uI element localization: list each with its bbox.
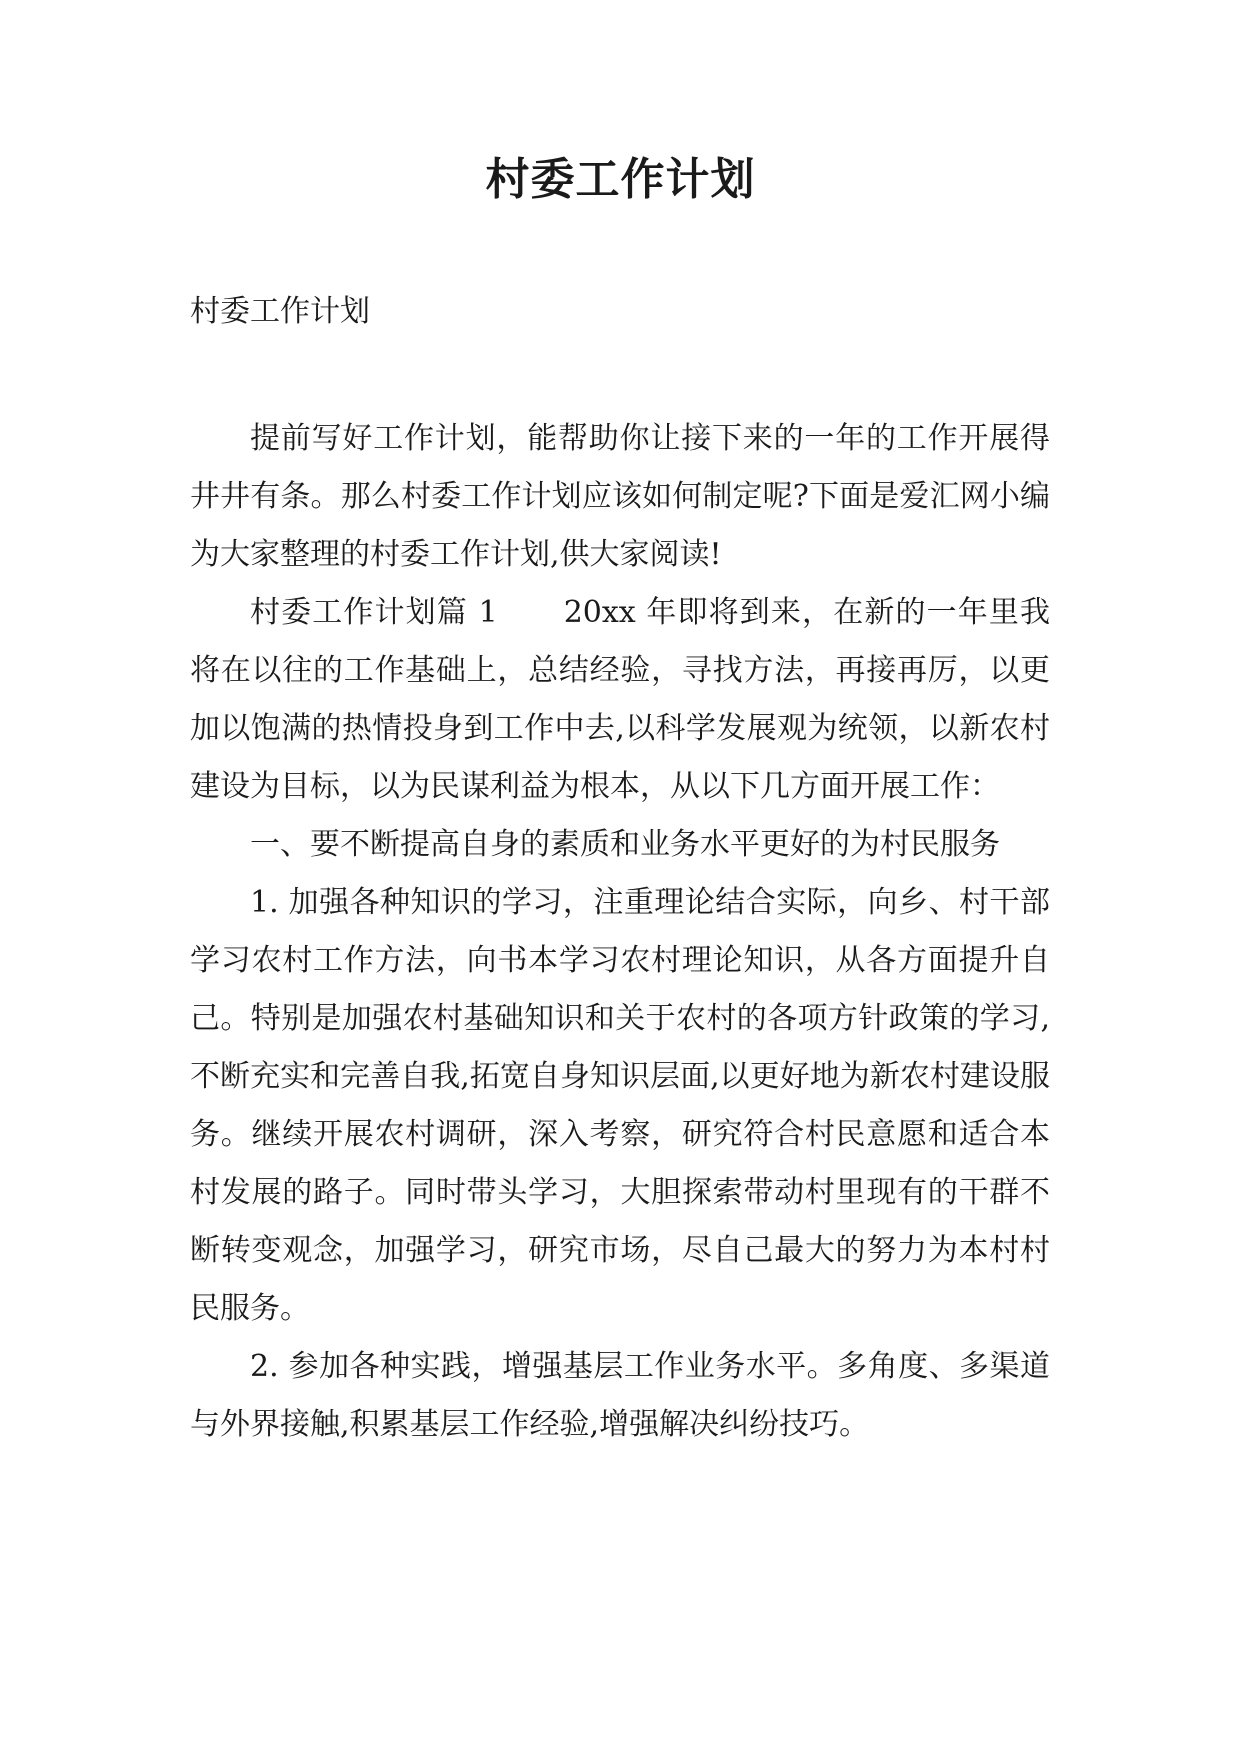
document-title: 村委工作计划 xyxy=(485,154,756,205)
heading-one-paragraph: 一、要不断提高自身的素质和业务水平更好的为村民服务 xyxy=(250,827,1000,862)
item-2-paragraph: 2. 参加各种实践，增强基层工作业务水平。多角度、多渠道与外界接触,积累基层工作经验,增强解决纠纷技巧。 xyxy=(190,1349,1050,1442)
document-subtitle: 村委工作计划 xyxy=(190,294,370,329)
item-1-paragraph: 1. 加强各种知识的学习，注重理论结合实际，向乡、村干部学习农村工作方法，向书本学习农村理论知识，从各方面提升自己。特别是加强农村基础知识和关于农村的各项方针政策的学习,不断充实和完善自我,拓宽自身知识层面,以更好地为新农村建设服务。继续开展农村调研，深入考察，研究符合村民意愿和适合本村发展的路子。同时带头学习，大胆探索带动村里现有的干群不断转变观念，加强学习，研究市场，尽自己最大的努力为本村村民服务。 xyxy=(190,885,1050,1326)
section-1-text: 20xx 年即将到来，在新的一年里我将在以往的工作基础上，总结经验，寻找方法，再接再厉，以更加以饱满的热情投身到工作中去,以科学发展观为统领，以新农村建设为目标，以为民谋利益为根本，从以下几方面开展工作： xyxy=(190,595,1050,804)
document-body xyxy=(190,410,1050,1454)
section-1-paragraph xyxy=(190,584,1050,816)
intro-paragraph: 提前写好工作计划，能帮助你让接下来的一年的工作开展得井井有条。那么村委工作计划应该如何制定呢?下面是爱汇网小编为大家整理的村委工作计划,供大家阅读! xyxy=(190,421,1050,572)
section-label: 村委工作计划篇 1 xyxy=(250,595,498,630)
